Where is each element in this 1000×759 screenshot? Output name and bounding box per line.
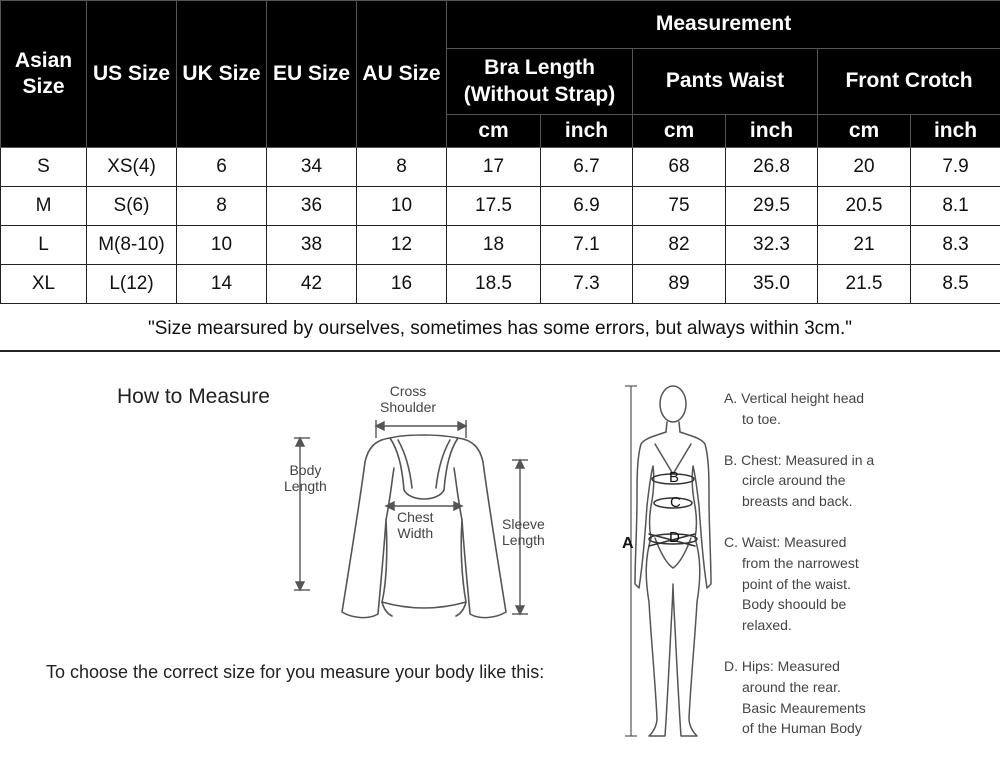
header-measurement: Measurement: [447, 1, 1000, 49]
body-head: [660, 386, 686, 422]
cell-crotch-cm: 20.5: [818, 187, 911, 226]
cell-asian: S: [1, 148, 87, 187]
cell-au: 10: [357, 187, 447, 226]
cell-crotch-cm: 20: [818, 148, 911, 187]
shirt-measure-diagram: [280, 380, 570, 630]
header-crotch-inch: inch: [911, 115, 1000, 148]
marker-d: D: [669, 530, 680, 546]
cell-bra-inch: 6.9: [541, 187, 633, 226]
cell-au: 16: [357, 265, 447, 304]
cell-waist-inch: 35.0: [726, 265, 818, 304]
cell-au: 8: [357, 148, 447, 187]
label-body-length: Body Length: [284, 462, 327, 494]
table-row: [1, 265, 1000, 304]
header-waist-cm: cm: [633, 115, 726, 148]
header-bra-length: Bra Length (Without Strap): [447, 49, 633, 115]
cell-crotch-inch: 7.9: [911, 148, 1000, 187]
cell-bra-inch: 6.7: [541, 148, 633, 187]
step-d: D. Hips: Measured around the rear. Basic Meaurements of the Human Body: [724, 656, 994, 739]
cell-us: S(6): [87, 187, 177, 226]
header-eu-size: EU Size: [267, 1, 357, 148]
size-chart-table: [0, 0, 1000, 304]
cell-crotch-cm: 21.5: [818, 265, 911, 304]
step-a: A. Vertical height head to toe.: [724, 388, 994, 430]
cell-waist-cm: 82: [633, 226, 726, 265]
cell-bra-cm: 18.5: [447, 265, 541, 304]
cell-crotch-inch: 8.3: [911, 226, 1000, 265]
header-uk-size: UK Size: [177, 1, 267, 148]
marker-b: B: [669, 470, 679, 486]
cell-eu: 36: [267, 187, 357, 226]
cell-us: M(8-10): [87, 226, 177, 265]
header-waist-inch: inch: [726, 115, 818, 148]
cell-waist-cm: 89: [633, 265, 726, 304]
cell-us: L(12): [87, 265, 177, 304]
cell-waist-cm: 75: [633, 187, 726, 226]
label-cross-shoulder: Cross Shoulder: [380, 383, 436, 415]
cell-asian: M: [1, 187, 87, 226]
cell-crotch-inch: 8.5: [911, 265, 1000, 304]
step-b: B. Chest: Measured in a circle around the breasts and back.: [724, 450, 994, 512]
cell-bra-cm: 18: [447, 226, 541, 265]
cell-waist-cm: 68: [633, 148, 726, 187]
cell-uk: 8: [177, 187, 267, 226]
cell-bra-cm: 17: [447, 148, 541, 187]
marker-c: C: [670, 495, 681, 511]
header-crotch-cm: cm: [818, 115, 911, 148]
measurement-note: "Size mearsured by ourselves, sometimes has some errors, but always within 3cm.": [0, 310, 1000, 352]
header-asian-size: Asian Size: [1, 1, 87, 148]
cell-au: 12: [357, 226, 447, 265]
label-sleeve-length: Sleeve Length: [502, 516, 545, 548]
table-row: [1, 226, 1000, 265]
cell-waist-inch: 26.8: [726, 148, 818, 187]
step-c: C. Waist: Measured from the narrowest point of the waist. Body shoould be relaxed.: [724, 532, 994, 636]
marker-a: A: [622, 536, 634, 552]
header-bra-inch: inch: [541, 115, 633, 148]
label-chest-width: Chest Width: [397, 509, 434, 541]
cell-eu: 42: [267, 265, 357, 304]
cell-waist-inch: 29.5: [726, 187, 818, 226]
choose-size-text: To choose the correct size for you measure your body like this:: [46, 662, 544, 683]
cell-waist-inch: 32.3: [726, 226, 818, 265]
cell-crotch-inch: 8.1: [911, 187, 1000, 226]
header-pants-waist: Pants Waist: [633, 49, 818, 115]
measurement-steps: [724, 388, 994, 759]
cell-us: XS(4): [87, 148, 177, 187]
body-measure-diagram: [615, 378, 725, 744]
shirt-collar: [390, 438, 458, 499]
cell-bra-cm: 17.5: [447, 187, 541, 226]
cell-uk: 14: [177, 265, 267, 304]
cell-eu: 34: [267, 148, 357, 187]
cell-bra-inch: 7.3: [541, 265, 633, 304]
header-au-size: AU Size: [357, 1, 447, 148]
cell-uk: 10: [177, 226, 267, 265]
header-us-size: US Size: [87, 1, 177, 148]
header-bra-cm: cm: [447, 115, 541, 148]
table-row: [1, 187, 1000, 226]
cell-bra-inch: 7.1: [541, 226, 633, 265]
header-front-crotch: Front Crotch: [818, 49, 1000, 115]
how-to-measure-heading: How to Measure: [117, 385, 270, 409]
cell-uk: 6: [177, 148, 267, 187]
cell-asian: XL: [1, 265, 87, 304]
cell-crotch-cm: 21: [818, 226, 911, 265]
cell-asian: L: [1, 226, 87, 265]
table-row: [1, 148, 1000, 187]
cell-eu: 38: [267, 226, 357, 265]
